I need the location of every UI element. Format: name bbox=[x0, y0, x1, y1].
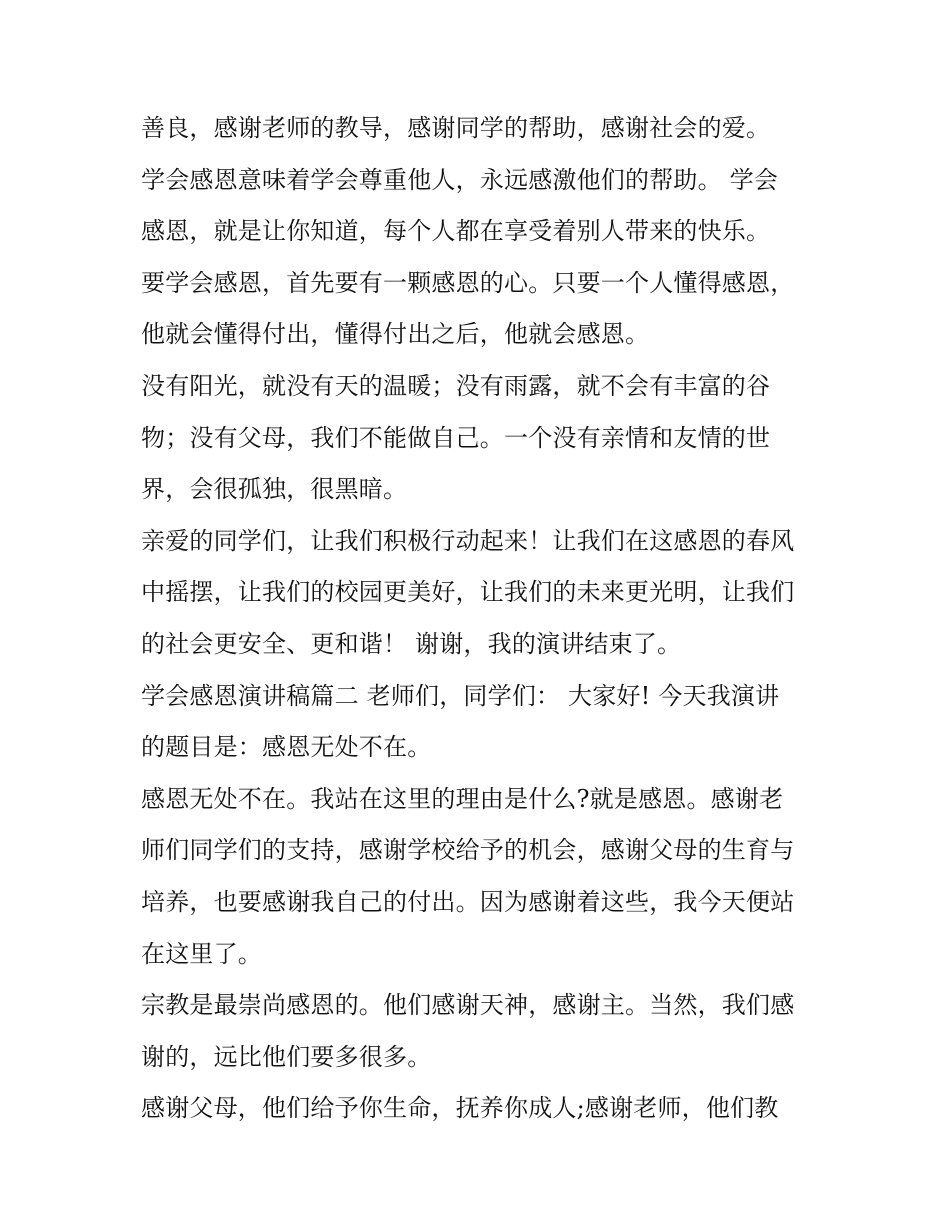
text-line: 中摇摆，让我们的校园更美好，让我们的未来更光明，让我们 bbox=[141, 578, 795, 607]
text-line: 物；没有父母，我们不能做自己。一个没有亲情和友情的世 bbox=[141, 423, 771, 452]
text-line: 的社会更安全、更和谐！ 谢谢，我的演讲结束了。 bbox=[141, 629, 682, 658]
text-line: 的题目是：感恩无处不在。 bbox=[141, 733, 432, 762]
text-line: 学会感恩意味着学会尊重他人，永远感激他们的帮助。 学会 bbox=[141, 165, 779, 194]
text-line: 培养，也要感谢我自己的付出。因为感谢着这些，我今天便站 bbox=[141, 887, 795, 916]
text-line: 要学会感恩，首先要有一颗感恩的心。只要一个人懂得感恩， bbox=[141, 268, 795, 297]
text-line: 宗教是最崇尚感恩的。他们感谢天神，感谢主。当然，我们感 bbox=[141, 991, 795, 1020]
text-line: 学会感恩演讲稿篇二 老师们，同学们： 大家好! 今天我演讲 bbox=[141, 681, 780, 710]
text-line: 师们同学们的支持，感谢学校给予的机会，感谢父母的生育与 bbox=[141, 836, 795, 865]
text-line: 谢的，远比他们要多很多。 bbox=[141, 1042, 432, 1071]
text-line: 感恩，就是让你知道，每个人都在享受着别人带来的快乐。 bbox=[141, 217, 771, 246]
text-line: 界，会很孤独，很黑暗。 bbox=[141, 475, 408, 504]
text-line: 感谢父母，他们给予你生命，抚养你成人;感谢老师，他们教 bbox=[141, 1094, 779, 1123]
text-line: 善良，感谢老师的教导，感谢同学的帮助，感谢社会的爱。 bbox=[141, 114, 771, 142]
body-text bbox=[141, 103, 821, 1135]
text-line: 感恩无处不在。我站在这里的理由是什么?就是感恩。感谢老 bbox=[141, 784, 784, 813]
text-line: 没有阳光，就没有天的温暖；没有雨露，就不会有丰富的谷 bbox=[141, 371, 771, 400]
text-line: 他就会懂得付出，懂得付出之后，他就会感恩。 bbox=[141, 320, 650, 349]
text-line: 亲爱的同学们，让我们积极行动起来！让我们在这感恩的春风 bbox=[141, 526, 795, 555]
text-line: 在这里了。 bbox=[141, 939, 262, 968]
